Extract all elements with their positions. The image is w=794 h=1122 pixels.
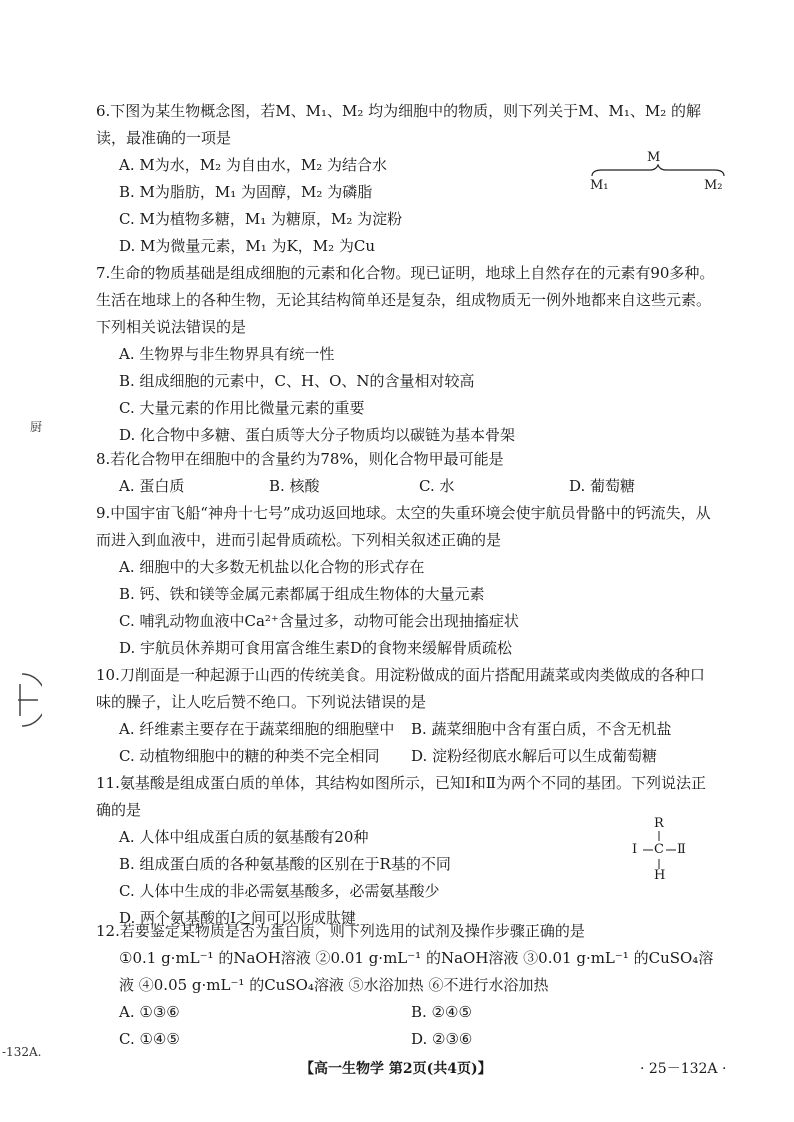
question-10-option-c: C. 动植物细胞中的糖的种类不完全相同 (119, 747, 380, 765)
question-6-option-c: C. M为植物多糖，M₁ 为糖原，M₂ 为淀粉 (119, 210, 403, 228)
question-7-option-a: A. 生物界与非生物界具有统一性 (119, 345, 335, 363)
question-11-option-a: A. 人体中组成蛋白质的氨基酸有20种 (119, 828, 369, 846)
question-11-option-b: B. 组成蛋白质的各种氨基酸的区别在于R基的不同 (119, 855, 451, 873)
question-7-option-d: D. 化合物中多糖、蛋白质等大分子物质均以碳链为基本骨架 (119, 426, 516, 444)
structure-group-1: Ⅰ (632, 842, 638, 857)
margin-code: -132A. (2, 1045, 42, 1059)
question-6-option-d: D. M为微量元素，M₁ 为K，M₂ 为Cu (119, 237, 376, 255)
question-12-option-b: B. ②④⑤ (411, 1003, 472, 1021)
question-7-option-b: B. 组成细胞的元素中，C、H、O、N的含量相对较高 (119, 372, 475, 390)
question-11 (96, 770, 716, 932)
footer-code: · 25－132A · (640, 1061, 727, 1077)
question-9-option-a: A. 细胞中的大多数无机盐以化合物的形式存在 (119, 558, 425, 576)
question-10-option-b: B. 蔬菜细胞中含有蛋白质，不含无机盐 (411, 720, 672, 738)
structure-c: C (654, 842, 664, 857)
question-6-option-a: A. M为水，M₂ 为自由水，M₂ 为结合水 (119, 156, 388, 174)
structure-group-2: Ⅱ (677, 842, 686, 857)
question-11-stem: 11.氨基酸是组成蛋白质的单体，其结构如图所示，已知Ⅰ和Ⅱ为两个不同的基团。下列说法正确的是 (96, 774, 706, 819)
question-10-option-d: D. 淀粉经彻底水解后可以生成葡萄糖 (411, 747, 658, 765)
question-10-option-a: A. 纤维素主要存在于蔬菜细胞的细胞壁中 (119, 720, 395, 738)
margin-mark: 厨 (30, 420, 43, 434)
concept-diagram-right: M₂ (704, 178, 723, 193)
question-12-option-a: A. ①③⑥ (119, 1003, 180, 1021)
question-10-stem: 10.刀削面是一种起源于山西的传统美食。用淀粉做成的面片搭配用蔬菜或肉类做成的各种口味的臊子，让人吃后赞不绝口。下列说法错误的是 (96, 666, 705, 711)
structure-h: H (654, 868, 666, 883)
question-6-option-b: B. M为脂肪，M₁ 为固醇，M₂ 为磷脂 (119, 183, 373, 201)
question-11-option-d: D. 两个氨基酸的Ⅰ之间可以形成肽键 (119, 909, 356, 927)
question-8-option-a: A. 蛋白质 (119, 477, 185, 495)
brace-icon (590, 164, 730, 178)
question-12-option-d: D. ②③⑥ (411, 1030, 473, 1048)
question-8 (96, 446, 719, 500)
question-12-option-c: C. ①④⑤ (119, 1030, 180, 1048)
question-9 (96, 500, 716, 662)
question-9-option-d: D. 宇航员休养期可食用富含维生素D的食物来缓解骨质疏松 (119, 639, 513, 657)
question-7 (96, 260, 716, 449)
question-8-stem: 8.若化合物甲在细胞中的含量约为78%，则化合物甲最可能是 (96, 450, 504, 468)
concept-diagram (590, 150, 730, 200)
structure-r: R (654, 816, 664, 831)
question-9-stem: 9.中国宇宙飞船“神舟十七号”成功返回地球。太空的失重环境会使宇航员骨骼中的钙流失，从而进入到血液中，进而引起骨质疏松。下列相关叙述正确的是 (96, 504, 711, 549)
question-7-option-c: C. 大量元素的作用比微量元素的重要 (119, 399, 365, 417)
question-12-reagents: ①0.1 g·mL⁻¹ 的NaOH溶液 ②0.01 g·mL⁻¹ 的NaOH溶液 ③0.01 g·mL⁻¹ 的CuSO₄溶液 ④0.05 g·mL⁻¹ 的CuSO₄溶液 ⑤水浴加热 ⑥不进行水浴加热 (119, 949, 714, 994)
concept-diagram-top: M (647, 150, 661, 165)
amino-acid-structure (630, 816, 690, 886)
question-12 (96, 918, 716, 1053)
footer-page-info: 【高一生物学 第2页(共4页)】 (300, 1061, 492, 1077)
question-6-stem: 6.下图为某生物概念图，若M、M₁、M₂ 均为细胞中的物质，则下列关于M、M₁、M₂ 的解读，最准确的一项是 (96, 102, 702, 147)
question-11-option-c: C. 人体中生成的非必需氨基酸多，必需氨基酸少 (119, 882, 440, 900)
question-12-stem: 12.若要鉴定某物质是否为蛋白质，则下列选用的试剂及操作步骤正确的是 (96, 922, 585, 940)
question-7-stem: 7.生命的物质基础是组成细胞的元素和化合物。现已证明，地球上自然存在的元素有90多种。生活在地球上的各种生物，无论其结构简单还是复杂，组成物质无一例外地都来自这些元素。下列相关说法错误的是 (96, 264, 715, 336)
question-8-option-c: C. 水 (419, 477, 455, 495)
binding-circle-icon (12, 670, 42, 730)
question-9-option-c: C. 哺乳动物血液中Ca²⁺含量过多，动物可能会出现抽搐症状 (119, 612, 519, 630)
question-9-option-b: B. 钙、铁和镁等金属元素都属于组成生物体的大量元素 (119, 585, 485, 603)
concept-diagram-left: M₁ (590, 178, 609, 193)
question-8-option-b: B. 核酸 (269, 477, 320, 495)
question-8-option-d: D. 葡萄糖 (569, 477, 636, 495)
question-10 (96, 662, 716, 770)
